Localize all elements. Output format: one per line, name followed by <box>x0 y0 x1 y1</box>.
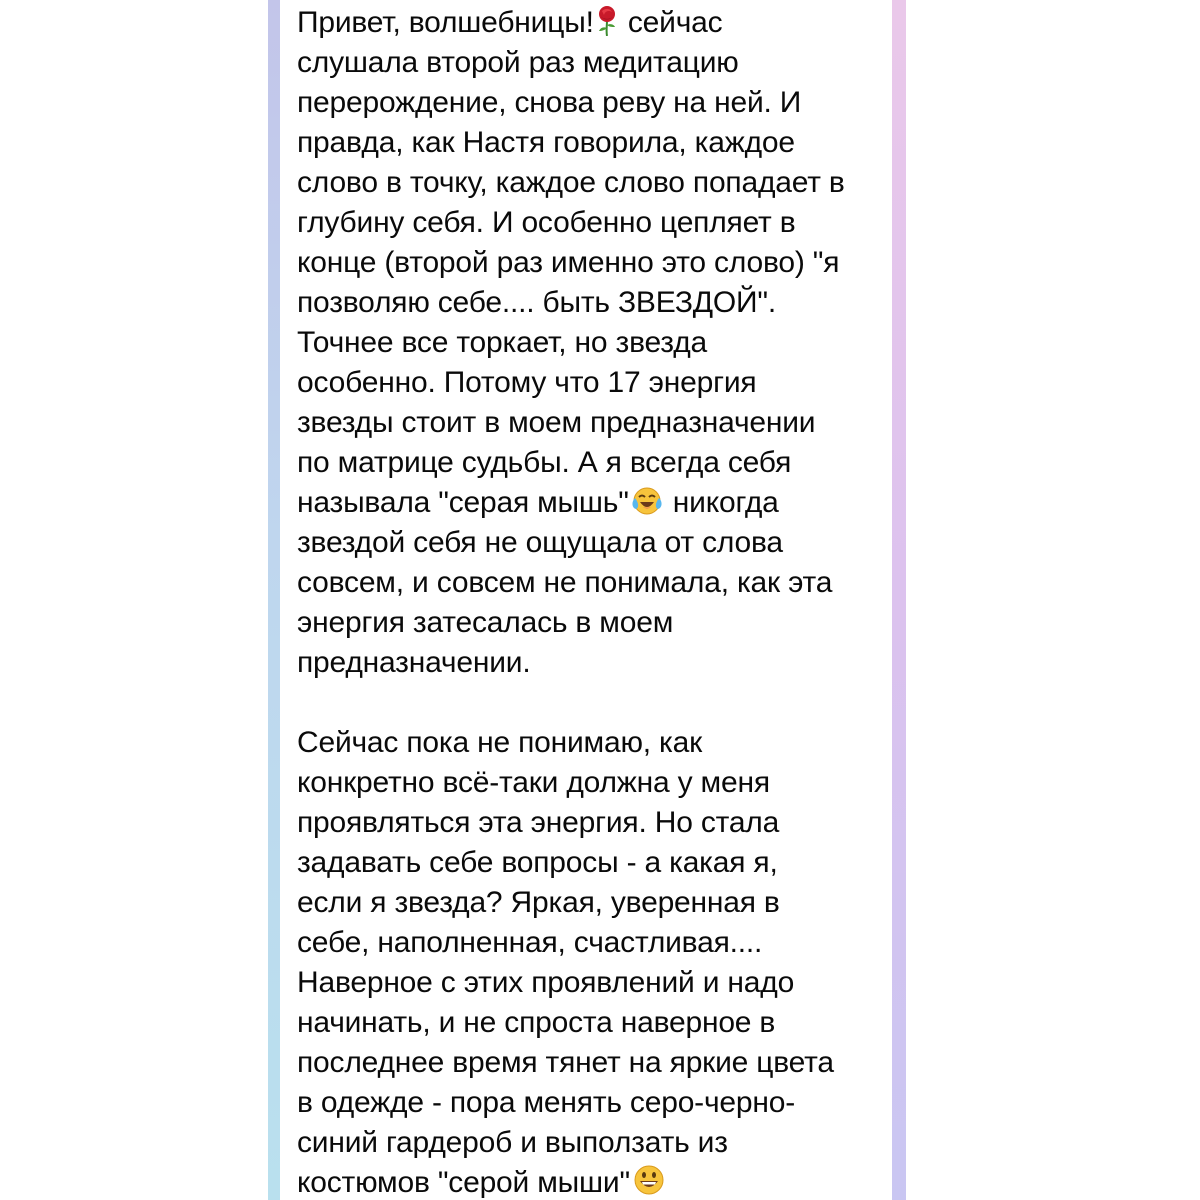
message-line: перерождение, снова реву на ней. И <box>297 86 802 119</box>
line-text: никогда <box>664 486 779 519</box>
message-line: позволяю себе.... быть ЗВЕЗДОЙ". <box>297 286 776 319</box>
message-line: звездой себя не ощущала от слова <box>297 526 783 559</box>
message-line: если я звезда? Яркая, уверенная в <box>297 886 780 919</box>
message-line: глубину себя. И особенно цепляет в <box>297 206 796 239</box>
message-line: проявляться эта энергия. Но стала <box>297 806 780 839</box>
line-text: костюмов "серой мыши" <box>297 1166 630 1199</box>
line-text: называла "серая мышь" <box>297 486 629 519</box>
message-line: себе, наполненная, счастливая.... <box>297 926 763 959</box>
message-line: начинать, и не спроста наверное в <box>297 1006 776 1039</box>
message-line: предназначении. <box>297 646 531 679</box>
message-line <box>297 1163 882 1200</box>
chat-wallpaper-left <box>268 0 280 1200</box>
line-text: Привет, волшебницы! <box>297 6 594 39</box>
message-line: Сейчас пока не понимаю, как <box>297 726 703 759</box>
message-line: правда, как Настя говорила, каждое <box>297 126 795 159</box>
message-line: Наверное с этих проявлений и надо <box>297 966 795 999</box>
message-line: по матрице судьбы. А я всегда себя <box>297 446 792 479</box>
message-line: слово в точку, каждое слово попадает в <box>297 166 845 199</box>
message-line: конкретно всё-таки должна у меня <box>297 766 770 799</box>
message-line: синий гардероб и выползать из <box>297 1126 728 1159</box>
message-line: энергия затесалась в моем <box>297 606 674 639</box>
message-line: задавать себе вопросы - а какая я, <box>297 846 778 879</box>
chat-wallpaper-right <box>892 0 906 1200</box>
message-line <box>297 483 882 523</box>
message-line: совсем, и совсем не понимала, как эта <box>297 566 833 599</box>
tears-of-joy-icon <box>631 486 663 527</box>
grinning-face-icon <box>632 1164 666 1200</box>
message-line <box>297 3 882 43</box>
message-line: конце (второй раз именно это слово) "я <box>297 246 840 279</box>
message-line: звезды стоит в моем предназначении <box>297 406 816 439</box>
message-line: слушала второй раз медитацию <box>297 46 739 79</box>
line-text: сейчас <box>619 6 723 39</box>
message-line: Точнее все торкает, но звезда <box>297 326 707 359</box>
paragraph-spacer <box>297 683 882 723</box>
message-line: особенно. Потому что 17 энергия <box>297 366 757 399</box>
message-line: в одежде - пора менять серо-черно- <box>297 1086 796 1119</box>
message-line: последнее время тянет на яркие цвета <box>297 1046 834 1079</box>
message-text <box>297 3 882 1200</box>
rose-icon <box>596 6 618 47</box>
